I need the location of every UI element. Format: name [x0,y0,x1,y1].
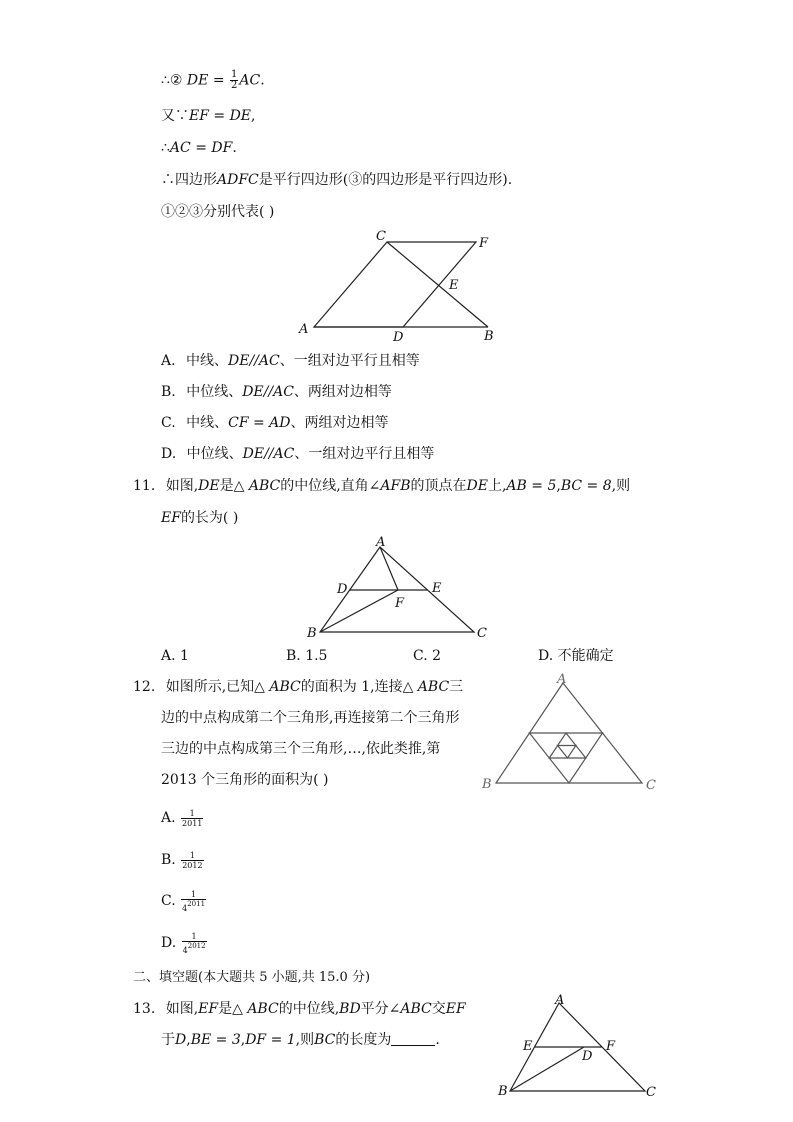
option-text: 中线、 [186,353,229,369]
question-text: . [435,1032,440,1048]
option-text: 中位线、 [186,384,243,400]
label-e: E [432,581,442,596]
proof-text: , [251,108,256,124]
question-text: 边的中点构成第二个三角形,再连接第二个三角形 [161,710,460,726]
math-expr: CF = AD [228,415,291,431]
option-text: 、两组对边相等 [293,384,392,400]
option-text: 、两组对边相等 [290,415,389,431]
label-b: B [307,626,317,641]
label-e: E [523,1039,533,1054]
question-text: 2013 个三角形的面积为( ) [161,772,329,788]
question-number: 13. [133,1001,156,1017]
question-text: 是 [218,1001,233,1017]
proof-text: ∴② [161,72,183,89]
option-text: 中线、 [186,415,229,431]
denominator-exponent: 2012 [187,941,206,950]
option-text: 、一组对边平行且相等 [279,353,420,369]
math-expr: DE [198,478,220,494]
math-expr: DF = 1 [245,1032,296,1048]
option-letter: C. [161,415,176,431]
math-expr: BC [314,1032,336,1048]
math-expr: AB = 5 [506,478,557,494]
question-text: 是 [219,478,234,494]
math-expr: ADFC [217,172,259,188]
question-text: , [556,478,561,494]
math-expr: BD [339,1001,361,1017]
math-expr: EF [198,1001,219,1017]
fraction-numerator: 1 [181,809,203,819]
math-expr: BE = 3 [190,1032,241,1048]
proof-text: . [260,72,265,89]
math-expr: D [175,1032,187,1048]
question-text: 交 [431,1001,446,1017]
proof-text: 又∵ [161,108,189,124]
option-letter: A. [161,648,176,664]
question-text: 的顶点在 [410,478,467,494]
fraction-numerator: 1 [231,69,238,80]
option-letter: A. [161,810,176,826]
question-text: 的长度为 [335,1032,392,1048]
label-b: B [484,329,494,344]
label-f: F [395,596,405,611]
label-c: C [376,229,386,244]
option-text: 2 [432,648,442,664]
option-text: 、一组对边平行且相等 [294,446,435,462]
math-expr: △ ABC [254,679,301,695]
option-text: 中位线、 [186,446,243,462]
fraction-denominator: 2 [231,80,238,91]
denominator-base: 2012 [182,860,203,870]
segment-bd [510,1047,584,1091]
option-letter: D. [538,648,554,664]
math-expr: △ ABC [233,478,281,494]
math-expr: ∠ABC [388,1001,432,1017]
option-text: 不能确定 [557,648,614,664]
math-expr: DE [466,478,488,494]
option-letter: B. [161,384,176,400]
math-expr: EF = DE [189,108,252,124]
proof-text: 是平行四边形(③的四边形是平行四边形). [258,172,513,188]
math-expr: △ ABC [402,679,450,695]
math-expr: BC = 8 [560,478,612,494]
label-b: B [482,777,492,792]
question-text: 的面积为 1,连接 [300,679,403,695]
label-c: C [646,778,656,793]
math-expr: EF [161,510,181,526]
math-expr: EF [445,1001,466,1017]
proof-text: ∴ [161,140,170,156]
option-letter: B. [161,852,176,868]
label-f: F [606,1039,616,1054]
proof-text: ∴四边形 [161,172,217,188]
option-letter: B. [286,648,301,664]
label-d: D [393,330,404,345]
question-text: 上, [487,478,507,494]
fraction-numerator: 1 [181,851,203,861]
label-d: D [582,1049,593,1064]
option-letter: D. [161,935,177,951]
question-number: 11. [133,478,156,494]
question-text: 如图, [165,478,199,494]
label-c: C [646,1085,656,1100]
math-expr: △ ABC [232,1001,279,1017]
math-expr: DE [186,72,209,89]
denominator-base: 4 [182,945,188,955]
label-a: A [376,535,386,550]
math-expr: = [208,72,230,89]
question-text: ,则 [295,1032,315,1048]
question-text: 三 [449,679,464,695]
question-text: 的中位线, [278,1001,340,1017]
math-expr: DE//AC [242,384,294,400]
math-expr: ∠AFB [368,478,411,494]
math-expr: DE//AC [228,353,280,369]
question-text: 平分 [360,1001,389,1017]
proof-text: . [232,140,237,156]
question-text: 的长为( ) [180,510,239,526]
math-expr: AC [239,72,261,89]
label-e: E [449,278,459,293]
question-text: 三边的中点构成第三个三角形,…,依此类推,第 [161,741,441,757]
option-letter: C. [161,893,176,909]
option-letter: C. [413,648,428,664]
label-a: A [299,322,309,337]
option-text: 1 [180,648,189,664]
option-text: 1.5 [305,648,328,664]
option-letter: D. [161,446,177,462]
label-b: B [498,1084,508,1099]
label-a: A [557,672,567,687]
question-text: 的中位线,直角 [280,478,369,494]
denominator-base: 2011 [182,818,203,828]
question-text: 于 [161,1032,175,1048]
denominator-exponent: 2011 [187,899,206,908]
label-c: C [477,626,487,641]
label-a: A [555,993,565,1008]
label-d: D [337,582,348,597]
math-expr: AC = DF [169,140,233,156]
math-expr: DE//AC [242,446,295,462]
question-text: , [186,1032,191,1048]
denominator-base: 4 [182,903,188,913]
question-text: , [240,1032,246,1048]
option-letter: A. [161,353,176,369]
question-text: 如图所示,已知 [165,679,255,695]
question-number: 12. [133,679,156,695]
question-text: ,则 [611,478,631,494]
fraction-numerator: 1 [181,890,206,900]
section-title: 二、填空题(本大题共 5 小题,共 15.0 分) [133,970,371,985]
question-text: 如图, [165,1001,199,1017]
label-f: F [479,236,489,251]
proof-text: ①②③分别代表( ) [161,204,275,220]
fraction-numerator: 1 [182,932,207,942]
